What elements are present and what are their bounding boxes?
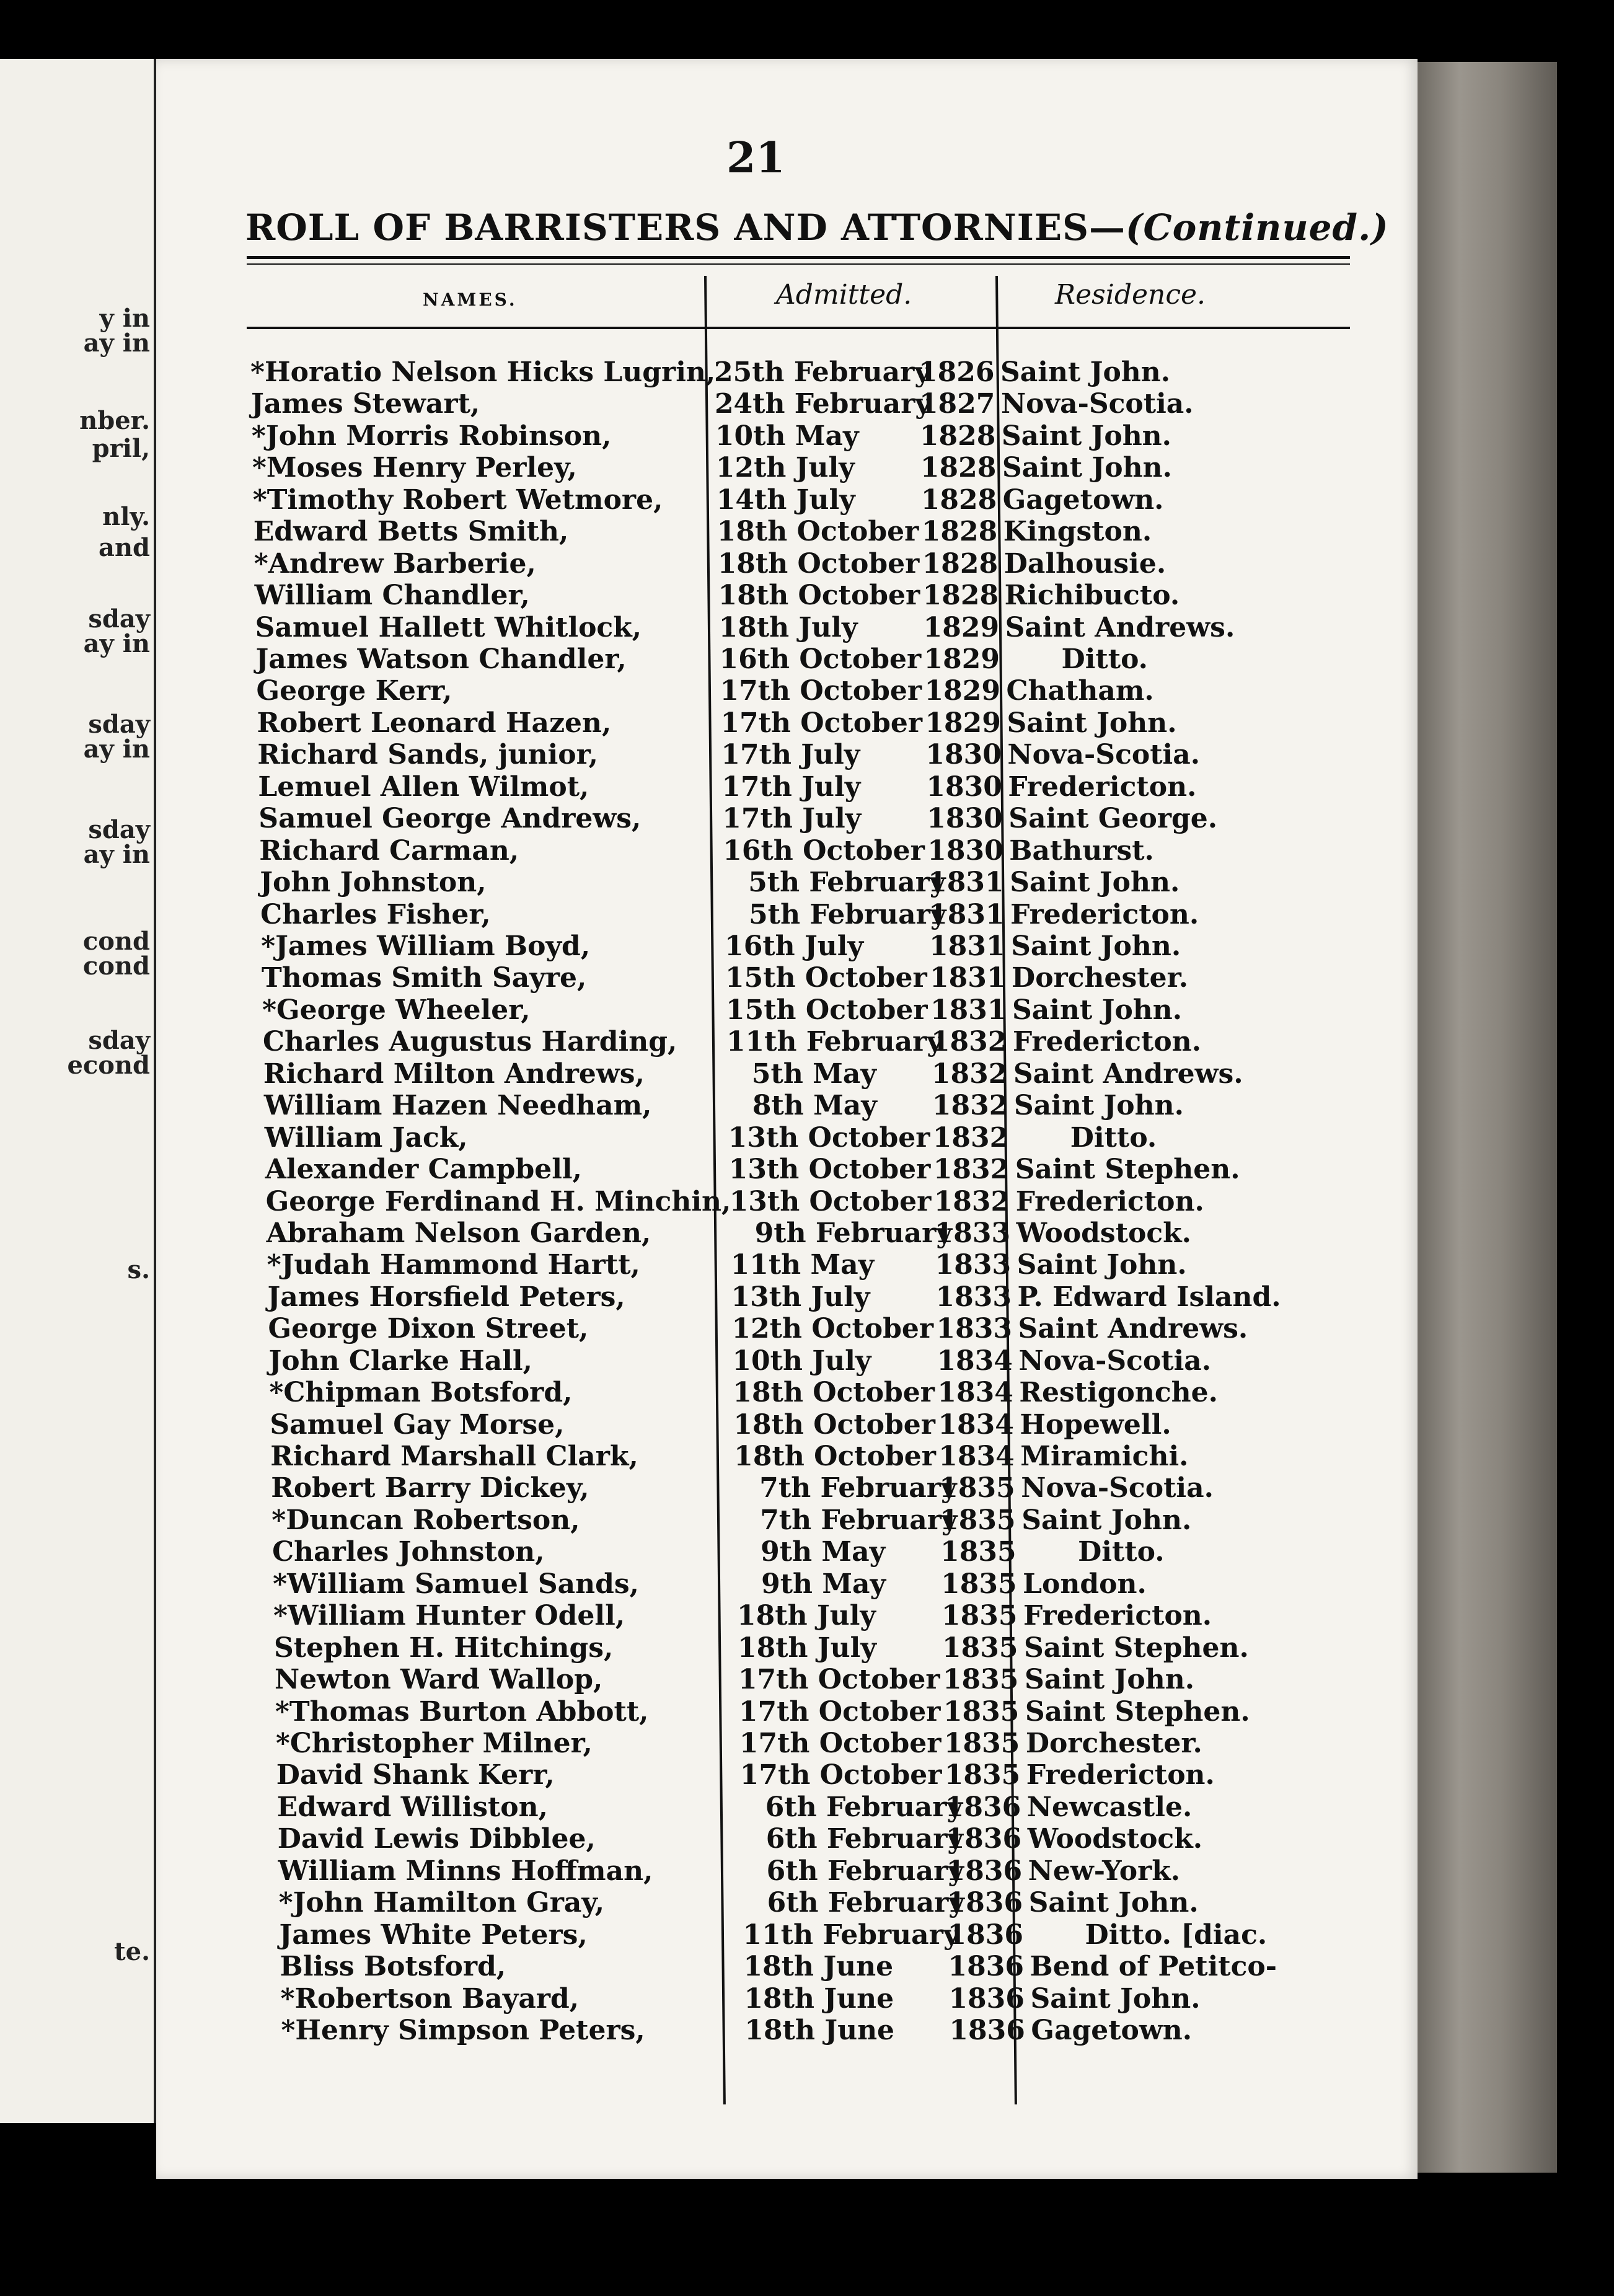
row-name: James Watson Chandler, bbox=[255, 643, 627, 675]
row-admitted-year: 1832 bbox=[933, 1185, 1010, 1217]
left-page-text: sday bbox=[88, 1026, 150, 1055]
row-admitted-year: 1836 bbox=[946, 1887, 1023, 1919]
header-bottom-rule bbox=[247, 327, 1350, 329]
row-name: James White Peters, bbox=[279, 1918, 588, 1951]
row-admitted-date: 13th July bbox=[731, 1281, 870, 1313]
row-admitted-year: 1830 bbox=[927, 803, 1003, 835]
table-row bbox=[156, 835, 1418, 867]
row-name: Charles Johnston, bbox=[272, 1536, 545, 1568]
row-admitted-date: 9th May bbox=[761, 1568, 886, 1600]
row-residence: New-York. bbox=[1028, 1855, 1181, 1887]
row-admitted-date: 18th October bbox=[733, 1377, 935, 1409]
table-row bbox=[156, 1090, 1418, 1122]
row-residence: Saint John. bbox=[1028, 1887, 1199, 1919]
row-admitted-year: 1835 bbox=[940, 1536, 1016, 1568]
row-name: David Shank Kerr, bbox=[276, 1759, 555, 1791]
row-name: James Horsfield Peters, bbox=[267, 1281, 625, 1313]
table-row bbox=[156, 1122, 1418, 1154]
row-admitted-year: 1828 bbox=[922, 580, 999, 612]
row-residence: London. bbox=[1023, 1568, 1147, 1600]
row-admitted-date: 18th October bbox=[733, 1408, 935, 1441]
row-residence: Nova-Scotia. bbox=[1000, 388, 1194, 420]
row-admitted-date: 12th October bbox=[731, 1313, 934, 1345]
table-row bbox=[156, 1536, 1418, 1568]
row-admitted-year: 1835 bbox=[944, 1759, 1021, 1791]
row-admitted-date: 6th February bbox=[765, 1823, 963, 1855]
row-residence: Fredericton. bbox=[1015, 1185, 1204, 1217]
row-residence: Saint John. bbox=[1021, 1504, 1192, 1536]
row-admitted-year: 1834 bbox=[937, 1377, 1013, 1409]
table-row bbox=[156, 771, 1418, 803]
row-name: *Duncan Robertson, bbox=[271, 1504, 580, 1536]
row-name: Thomas Smith Sayre, bbox=[262, 962, 587, 994]
row-name: John Clarke Hall, bbox=[268, 1344, 532, 1377]
left-page-text: nly. bbox=[102, 502, 150, 531]
row-residence: Saint Andrews. bbox=[1005, 611, 1235, 643]
table-row bbox=[156, 452, 1418, 484]
row-admitted-date: 17th July bbox=[722, 803, 862, 835]
table-row bbox=[156, 1823, 1418, 1855]
row-admitted-year: 1834 bbox=[938, 1408, 1014, 1441]
table-row bbox=[156, 962, 1418, 994]
row-admitted-year: 1831 bbox=[930, 994, 1007, 1026]
row-admitted-date: 18th July bbox=[718, 611, 858, 643]
row-name: George Dixon Street, bbox=[268, 1313, 589, 1345]
row-admitted-date: 9th May bbox=[761, 1536, 886, 1568]
row-admitted-year: 1835 bbox=[943, 1728, 1020, 1760]
row-admitted-year: 1836 bbox=[948, 1951, 1024, 1983]
row-admitted-date: 9th February bbox=[754, 1217, 952, 1249]
row-admitted-year: 1828 bbox=[919, 420, 996, 452]
row-admitted-year: 1828 bbox=[922, 547, 999, 580]
row-admitted-date: 17th October bbox=[720, 707, 923, 739]
row-admitted-date: 17th October bbox=[739, 1728, 942, 1760]
row-name: Bliss Botsford, bbox=[280, 1951, 506, 1983]
page-title bbox=[245, 206, 1389, 249]
row-residence: Bathurst. bbox=[1009, 834, 1154, 867]
row-name: Abraham Nelson Garden, bbox=[266, 1217, 651, 1249]
row-admitted-date: 6th February bbox=[765, 1791, 963, 1823]
row-admitted-date: 11th February bbox=[743, 1918, 959, 1951]
row-admitted-date: 18th October bbox=[717, 516, 919, 548]
row-name: Edward Williston, bbox=[276, 1791, 548, 1823]
table-row bbox=[156, 1855, 1418, 1888]
table-row bbox=[156, 994, 1418, 1027]
table-row bbox=[156, 484, 1418, 516]
left-page-text: s. bbox=[127, 1255, 150, 1284]
row-admitted-year: 1830 bbox=[927, 834, 1003, 867]
row-residence: Saint Stephen. bbox=[1024, 1631, 1249, 1664]
row-admitted-year: 1829 bbox=[923, 611, 1000, 643]
row-admitted-date: 5th February bbox=[748, 867, 946, 899]
row-residence: Saint George. bbox=[1008, 803, 1218, 835]
left-page-text: ay in bbox=[83, 629, 150, 658]
row-admitted-year: 1836 bbox=[946, 1855, 1023, 1887]
row-residence: Saint Andrews. bbox=[1013, 1057, 1243, 1090]
row-admitted-year: 1836 bbox=[949, 2015, 1025, 2046]
row-admitted-date: 24th February bbox=[714, 388, 931, 420]
table-row bbox=[156, 1919, 1418, 1951]
row-name: *Chipman Botsford, bbox=[269, 1377, 573, 1409]
row-admitted-year: 1826 bbox=[919, 356, 995, 388]
table-row bbox=[156, 1664, 1418, 1696]
table-row bbox=[156, 643, 1418, 676]
row-name: John Johnston, bbox=[260, 867, 487, 899]
table-row bbox=[156, 1472, 1418, 1504]
row-admitted-date: 12th July bbox=[715, 452, 855, 484]
row-name: Alexander Campbell, bbox=[265, 1154, 582, 1186]
row-name: William Jack, bbox=[264, 1121, 468, 1154]
row-name: William Hazen Needham, bbox=[263, 1090, 652, 1122]
row-residence: Ditto. [diac. bbox=[1085, 1918, 1268, 1951]
row-admitted-date: 16th October bbox=[719, 643, 922, 675]
row-residence: Miramichi. bbox=[1020, 1441, 1189, 1473]
left-page-fragment bbox=[0, 59, 156, 2123]
row-residence: Dorchester. bbox=[1012, 962, 1189, 994]
row-residence: Saint Stephen. bbox=[1015, 1154, 1240, 1186]
row-residence: Saint John. bbox=[1024, 1664, 1195, 1696]
table-row bbox=[156, 2015, 1418, 2047]
row-admitted-date: 17th October bbox=[738, 1664, 940, 1696]
row-residence: Saint John. bbox=[1030, 1982, 1201, 2015]
title-rule bbox=[247, 256, 1350, 259]
row-residence: Fredericton. bbox=[1012, 1026, 1202, 1058]
row-residence: Fredericton. bbox=[1026, 1759, 1215, 1791]
row-admitted-year: 1832 bbox=[932, 1090, 1008, 1122]
row-admitted-date: 18th October bbox=[718, 580, 920, 612]
row-name: *James William Boyd, bbox=[261, 930, 591, 962]
table-row bbox=[156, 1728, 1418, 1760]
row-name: Richard Carman, bbox=[259, 834, 519, 867]
row-name: *Moses Henry Perley, bbox=[252, 452, 577, 484]
row-residence: Dorchester. bbox=[1025, 1728, 1202, 1760]
table-row bbox=[156, 899, 1418, 931]
row-admitted-year: 1835 bbox=[942, 1600, 1018, 1632]
table-row bbox=[156, 1154, 1418, 1186]
row-name: Charles Augustus Harding, bbox=[262, 1026, 677, 1058]
left-page-text: sday bbox=[88, 710, 150, 739]
row-name: George Ferdinand H. Minchin, bbox=[265, 1185, 731, 1217]
row-admitted-year: 1829 bbox=[924, 675, 1000, 707]
row-admitted-year: 1836 bbox=[947, 1918, 1024, 1951]
row-admitted-date: 16th July bbox=[725, 930, 864, 962]
table-row bbox=[156, 612, 1418, 644]
left-page-text: te. bbox=[114, 1937, 150, 1966]
row-admitted-year: 1834 bbox=[937, 1344, 1013, 1377]
left-page-text: econd bbox=[67, 1051, 150, 1080]
row-admitted-date: 25th February bbox=[714, 356, 930, 388]
row-admitted-year: 1833 bbox=[934, 1217, 1011, 1249]
row-residence: Chatham. bbox=[1006, 675, 1154, 707]
row-admitted-date: 13th October bbox=[729, 1185, 932, 1217]
row-admitted-date: 7th February bbox=[759, 1472, 957, 1504]
row-name: Lemuel Allen Wilmot, bbox=[258, 770, 589, 803]
row-name: *George Wheeler, bbox=[262, 994, 531, 1026]
row-admitted-date: 18th July bbox=[737, 1600, 876, 1632]
row-name: Stephen H. Hitchings, bbox=[274, 1631, 614, 1664]
row-residence: Fredericton. bbox=[1023, 1600, 1212, 1632]
table-row bbox=[156, 1058, 1418, 1090]
table-row bbox=[156, 1377, 1418, 1409]
row-admitted-year: 1831 bbox=[928, 867, 1004, 899]
table-row bbox=[156, 388, 1418, 420]
row-residence: Saint Andrews. bbox=[1018, 1313, 1248, 1345]
row-residence: Saint John. bbox=[1001, 420, 1171, 452]
page-number: 21 bbox=[726, 133, 785, 183]
table-row bbox=[156, 1632, 1418, 1664]
row-admitted-year: 1832 bbox=[933, 1154, 1010, 1186]
row-residence: Kingston. bbox=[1003, 516, 1152, 548]
row-name: *Horatio Nelson Hicks Lugrin, bbox=[250, 356, 716, 388]
row-admitted-year: 1832 bbox=[930, 1026, 1007, 1058]
left-page-text: ay in bbox=[83, 329, 150, 358]
row-admitted-date: 18th July bbox=[738, 1631, 876, 1664]
row-residence: Gagetown. bbox=[1031, 2015, 1193, 2046]
row-admitted-year: 1834 bbox=[938, 1441, 1015, 1473]
row-residence: Saint Stephen. bbox=[1025, 1695, 1250, 1728]
table-row bbox=[156, 675, 1418, 707]
row-admitted-date: 10th May bbox=[715, 420, 859, 452]
row-admitted-date: 17th July bbox=[721, 770, 861, 803]
left-page-text: and bbox=[99, 533, 150, 562]
row-admitted-date: 17th July bbox=[721, 739, 860, 771]
left-page-text: ay in bbox=[83, 735, 150, 764]
table-row bbox=[156, 548, 1418, 580]
row-admitted-year: 1831 bbox=[930, 962, 1006, 994]
row-admitted-date: 11th May bbox=[730, 1249, 875, 1281]
table-row bbox=[156, 1951, 1418, 1983]
row-admitted-date: 6th February bbox=[766, 1855, 964, 1887]
row-residence: P. Edward Island. bbox=[1017, 1281, 1281, 1313]
row-admitted-year: 1835 bbox=[942, 1631, 1018, 1664]
row-admitted-year: 1833 bbox=[936, 1313, 1012, 1345]
row-residence: Saint John. bbox=[1000, 356, 1171, 388]
row-admitted-year: 1836 bbox=[945, 1791, 1021, 1823]
left-page-text: cond bbox=[82, 927, 150, 956]
row-name: *Timothy Robert Wetmore, bbox=[252, 483, 663, 516]
row-admitted-date: 18th June bbox=[743, 1951, 894, 1983]
row-admitted-year: 1835 bbox=[942, 1664, 1019, 1696]
table-row bbox=[156, 516, 1418, 548]
row-admitted-date: 5th February bbox=[749, 898, 946, 930]
row-name: James Stewart, bbox=[250, 388, 480, 420]
row-residence: Nova-Scotia. bbox=[1007, 739, 1201, 771]
row-admitted-year: 1830 bbox=[925, 739, 1002, 771]
column-header-admitted: Admitted. bbox=[776, 279, 912, 311]
row-admitted-year: 1835 bbox=[943, 1695, 1020, 1728]
table-row bbox=[156, 1568, 1418, 1601]
row-admitted-date: 17th October bbox=[720, 675, 922, 707]
table-row bbox=[156, 1026, 1418, 1058]
row-admitted-date: 15th October bbox=[725, 962, 927, 994]
table-row bbox=[156, 739, 1418, 771]
row-residence: Woodstock. bbox=[1016, 1217, 1191, 1249]
row-admitted-date: 18th June bbox=[744, 2015, 895, 2046]
table-row bbox=[156, 1249, 1418, 1281]
page-edge bbox=[1418, 62, 1557, 2173]
row-name: Richard Marshall Clark, bbox=[270, 1441, 638, 1473]
row-residence: Newcastle. bbox=[1026, 1791, 1193, 1823]
table-row bbox=[156, 867, 1418, 899]
left-page-text: ay in bbox=[83, 840, 150, 869]
row-name: Robert Leonard Hazen, bbox=[257, 707, 612, 739]
table-row bbox=[156, 420, 1418, 453]
row-admitted-date: 18th June bbox=[744, 1982, 894, 2015]
row-name: *William Hunter Odell, bbox=[273, 1600, 625, 1632]
column-header-names: NAMES. bbox=[423, 289, 518, 310]
title-main: ROLL OF BARRISTERS AND ATTORNIES— bbox=[245, 206, 1126, 249]
table-row bbox=[156, 1759, 1418, 1791]
row-residence: Woodstock. bbox=[1027, 1823, 1203, 1855]
table-row bbox=[156, 1281, 1418, 1314]
row-admitted-year: 1833 bbox=[935, 1249, 1012, 1281]
row-name: *John Hamilton Gray, bbox=[278, 1887, 605, 1919]
row-admitted-year: 1836 bbox=[945, 1823, 1022, 1855]
row-admitted-date: 17th October bbox=[739, 1759, 942, 1791]
row-residence: Restigonche. bbox=[1019, 1377, 1218, 1409]
row-admitted-year: 1835 bbox=[941, 1568, 1017, 1600]
table-row bbox=[156, 1409, 1418, 1441]
table-row bbox=[156, 1217, 1418, 1250]
row-admitted-date: 6th February bbox=[767, 1887, 964, 1919]
row-admitted-date: 17th October bbox=[738, 1695, 941, 1728]
table-row bbox=[156, 803, 1418, 835]
table-row bbox=[156, 1504, 1418, 1537]
table-row bbox=[156, 1441, 1418, 1473]
left-page-text: sday bbox=[88, 604, 150, 634]
row-admitted-date: 5th May bbox=[751, 1057, 876, 1090]
row-name: *Thomas Burton Abbott, bbox=[275, 1695, 649, 1728]
row-residence: Saint John. bbox=[1007, 707, 1177, 739]
row-admitted-date: 13th October bbox=[728, 1154, 931, 1186]
table-row bbox=[156, 356, 1418, 389]
row-admitted-year: 1833 bbox=[935, 1281, 1012, 1313]
row-name: Richard Milton Andrews, bbox=[263, 1057, 645, 1090]
row-residence: Fredericton. bbox=[1010, 898, 1199, 930]
row-residence: Hopewell. bbox=[1020, 1408, 1171, 1441]
row-name: William Chandler, bbox=[254, 580, 530, 612]
row-admitted-year: 1832 bbox=[931, 1057, 1008, 1090]
row-residence: Richibucto. bbox=[1004, 580, 1180, 612]
row-residence: Saint John. bbox=[1002, 452, 1172, 484]
left-page-text: pril, bbox=[92, 434, 150, 463]
row-name: *John Morris Robinson, bbox=[251, 420, 612, 452]
row-admitted-date: 13th October bbox=[728, 1121, 930, 1154]
row-name: Samuel Gay Morse, bbox=[270, 1408, 565, 1441]
left-page-text: sday bbox=[88, 815, 150, 844]
row-residence: Saint John. bbox=[1013, 1090, 1184, 1122]
table-row bbox=[156, 580, 1418, 612]
row-name: *William Samuel Sands, bbox=[273, 1568, 639, 1600]
table-row bbox=[156, 1887, 1418, 1919]
row-residence: Ditto. bbox=[1061, 643, 1148, 675]
row-name: Samuel George Andrews, bbox=[258, 803, 642, 835]
book-page bbox=[156, 59, 1418, 2179]
table-row bbox=[156, 1791, 1418, 1824]
row-admitted-date: 7th February bbox=[760, 1504, 958, 1536]
title-continued: (Continued.) bbox=[1126, 206, 1389, 249]
row-name: Richard Sands, junior, bbox=[257, 739, 598, 771]
row-residence: Gagetown. bbox=[1002, 483, 1164, 516]
row-admitted-date: 18th October bbox=[717, 547, 920, 580]
row-name: *Robertson Bayard, bbox=[280, 1982, 580, 2015]
row-residence: Saint John. bbox=[1012, 994, 1183, 1026]
row-residence: Saint John. bbox=[1011, 930, 1181, 962]
left-page-text: nber. bbox=[79, 406, 150, 435]
row-name: Robert Barry Dickey, bbox=[271, 1472, 589, 1504]
row-name: *Andrew Barberie, bbox=[254, 547, 536, 580]
row-admitted-year: 1827 bbox=[919, 388, 995, 420]
row-name: David Lewis Dibblee, bbox=[277, 1823, 596, 1855]
header-top-rule bbox=[247, 263, 1350, 265]
row-residence: Saint John. bbox=[1016, 1249, 1187, 1281]
row-admitted-date: 15th October bbox=[726, 994, 928, 1026]
row-name: *Judah Hammond Hartt, bbox=[267, 1249, 640, 1281]
row-admitted-year: 1828 bbox=[921, 516, 998, 548]
row-name: Newton Ward Wallop, bbox=[274, 1664, 603, 1696]
row-name: William Minns Hoffman, bbox=[278, 1855, 653, 1887]
row-residence: Fredericton. bbox=[1008, 770, 1197, 803]
row-name: Samuel Hallett Whitlock, bbox=[255, 611, 642, 643]
row-residence: Nova-Scotia. bbox=[1018, 1344, 1212, 1377]
row-residence: Dalhousie. bbox=[1003, 547, 1166, 580]
row-name: George Kerr, bbox=[256, 675, 452, 707]
row-admitted-year: 1828 bbox=[920, 483, 997, 516]
row-name: *Christopher Milner, bbox=[275, 1728, 593, 1760]
table-row bbox=[156, 707, 1418, 740]
row-name: Charles Fisher, bbox=[260, 898, 491, 930]
row-residence: Ditto. bbox=[1070, 1121, 1157, 1154]
table-row bbox=[156, 930, 1418, 963]
table-row bbox=[156, 1600, 1418, 1632]
row-admitted-date: 16th October bbox=[723, 834, 925, 867]
table-row bbox=[156, 1983, 1418, 2015]
row-residence: Saint John. bbox=[1010, 867, 1180, 899]
row-admitted-year: 1828 bbox=[920, 452, 997, 484]
row-admitted-date: 8th May bbox=[752, 1090, 877, 1122]
row-admitted-year: 1829 bbox=[925, 707, 1001, 739]
row-name: *Henry Simpson Peters, bbox=[281, 2015, 645, 2046]
row-admitted-year: 1835 bbox=[940, 1504, 1016, 1536]
row-admitted-date: 14th July bbox=[716, 483, 855, 516]
table-row bbox=[156, 1186, 1418, 1218]
row-admitted-year: 1832 bbox=[932, 1121, 1009, 1154]
row-admitted-year: 1831 bbox=[928, 898, 1005, 930]
row-name: Edward Betts Smith, bbox=[253, 516, 569, 548]
row-residence: Nova-Scotia. bbox=[1021, 1472, 1214, 1504]
left-page-text: y in bbox=[99, 304, 150, 333]
row-admitted-year: 1829 bbox=[924, 643, 1000, 675]
row-admitted-date: 18th October bbox=[734, 1441, 936, 1473]
table-row bbox=[156, 1345, 1418, 1377]
column-header-residence: Residence. bbox=[1055, 279, 1206, 311]
row-admitted-year: 1836 bbox=[948, 1982, 1025, 2015]
table-row bbox=[156, 1313, 1418, 1345]
left-page-text: cond bbox=[82, 952, 150, 981]
row-admitted-year: 1830 bbox=[926, 770, 1002, 803]
row-admitted-year: 1831 bbox=[929, 930, 1005, 962]
row-admitted-year: 1835 bbox=[939, 1472, 1015, 1504]
row-residence: Ditto. bbox=[1078, 1536, 1165, 1568]
row-admitted-date: 11th February bbox=[726, 1026, 943, 1058]
table-row bbox=[156, 1696, 1418, 1728]
row-admitted-date: 10th July bbox=[732, 1344, 871, 1377]
row-residence: Bend of Petitco- bbox=[1030, 1951, 1277, 1983]
